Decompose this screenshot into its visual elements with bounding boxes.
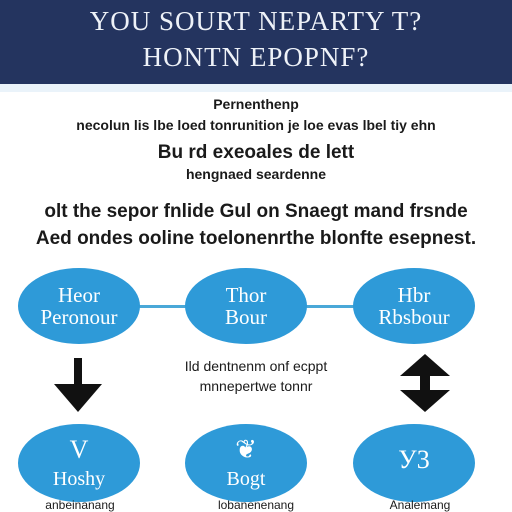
- bottom-bubble-1: [18, 424, 140, 502]
- top-bubble-2: [185, 268, 307, 344]
- intro-subheading-line2: hengnaed seardenne: [185, 166, 327, 182]
- footer-label-center: lobanenenang: [217, 498, 295, 512]
- header-title-line1: YOU SOURT NEPARTY T?: [89, 6, 423, 36]
- top-bubble-3-title: Hbr: [397, 282, 431, 307]
- bottom-bubble-3: [353, 424, 475, 502]
- connector-line-right: [305, 305, 355, 308]
- top-bubble-1: [18, 268, 140, 344]
- intro-paragraph-line2: Aed ondes ooline toelonenrthe blonfte esepnest.: [35, 228, 477, 249]
- connector-line-left: [138, 305, 187, 308]
- top-bubble-1-title: Heor: [58, 282, 100, 307]
- intro-subheading: Bu rd exeoales de lett: [157, 142, 355, 163]
- chevron-down-icon: V: [69, 434, 89, 464]
- arrow-down-icon: [50, 356, 106, 414]
- hook-icon: У3: [398, 445, 430, 474]
- footer-label-left: anbeinanang: [45, 498, 115, 512]
- intro-paragraph-line1: olt the sepor fnlide Gul on Snaegt mand frsnde: [44, 201, 468, 222]
- leaf-icon: ❦: [235, 434, 257, 464]
- header-title-line2: HONTN EPOPNF?: [142, 42, 370, 72]
- middle-caption-line1: Ild dentnenm onf ecppt: [184, 358, 328, 374]
- bottom-bubble-2-label: Bogt: [226, 467, 266, 490]
- top-bubble-3-label: Rbsbour: [378, 305, 450, 329]
- bottom-bubble-2: [185, 424, 307, 502]
- footer-label-right: Analemang: [389, 498, 451, 512]
- top-bubble-1-label: Peronour: [40, 305, 118, 329]
- bottom-bubble-1-label: Hoshy: [52, 467, 106, 490]
- arrow-up-down-icon: [396, 352, 454, 414]
- header-divider-strip: [0, 84, 512, 92]
- middle-caption-line2: mnnepertwe tonnr: [199, 378, 313, 394]
- intro-line: necolun lis lbe loed tonrunition je loe evas lbel tiy ehn: [76, 117, 436, 133]
- header-banner: [0, 0, 512, 84]
- top-bubble-2-label: Bour: [225, 305, 267, 329]
- intro-heading: Pernenthenp: [213, 96, 299, 112]
- top-bubble-3: [353, 268, 475, 344]
- top-bubble-2-title: Thor: [225, 282, 267, 307]
